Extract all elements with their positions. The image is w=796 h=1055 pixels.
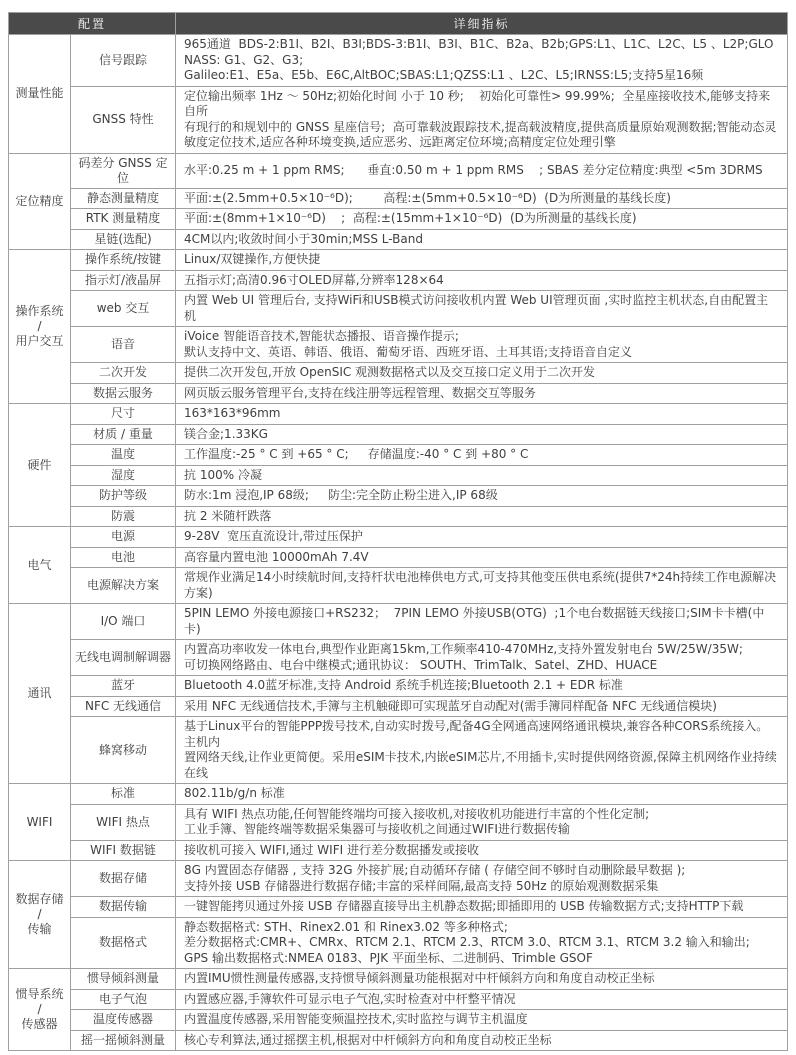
spec-name-cell: 蜂窝移动 bbox=[71, 717, 176, 784]
spec-value-line: 水平:0.25 m + 1 ppm RMS; 垂直:0.50 m + 1 ppm RMS ; SBAS 差分定位精度:典型 <5m 3DRMS bbox=[184, 162, 763, 177]
table-row bbox=[9, 640, 788, 676]
spec-value-line: 具有 WIFI 热点功能,任何智能终端均可接入接收机,对接收机功能进行丰富的个性化定制; bbox=[184, 806, 650, 821]
spec-value-cell bbox=[176, 383, 788, 404]
spec-value-cell bbox=[176, 989, 788, 1010]
spec-value-cell bbox=[176, 250, 788, 271]
table-row bbox=[9, 86, 788, 153]
spec-name-cell: 标准 bbox=[71, 784, 176, 805]
category-cell bbox=[9, 404, 71, 527]
category-cell bbox=[9, 35, 71, 154]
spec-value-line: GPS 输出数据格式:NMEA 0183、PJK 平面坐标、二进制码、Trimble GSOF bbox=[184, 950, 593, 965]
spec-value-line: 镁合金;1.33KG bbox=[184, 426, 268, 441]
table-row bbox=[9, 363, 788, 384]
category-label: / bbox=[37, 319, 42, 333]
spec-value-line: 工作温度:-25 ° C 到 +65 ° C; 存储温度:-40 ° C 到 +80 ° C bbox=[184, 447, 529, 461]
table-row bbox=[9, 506, 788, 527]
spec-value-line: 平面:±(2.5mm+0.5×10⁻⁶D); 高程:±(5mm+0.5×10⁻⁶D) (D为所测量的基线长度) bbox=[184, 190, 671, 205]
table-row bbox=[9, 209, 788, 230]
spec-name-cell: 指示灯/液晶屏 bbox=[71, 270, 176, 291]
spec-name-cell: 信号跟踪 bbox=[71, 35, 176, 87]
spec-value-line: 抗 2 米随杆跌落 bbox=[184, 508, 272, 523]
spec-name-cell: 无线电调制解调器 bbox=[71, 640, 176, 676]
spec-value-cell bbox=[176, 35, 788, 87]
spec-value-line: 差分数据格式:CMR+、CMRx、RTCM 2.1、RTCM 2.3、RTCM 3.0、RTCM 3.1、RTCM 3.2 输入和输出; bbox=[184, 935, 750, 949]
spec-name-cell: 电子气泡 bbox=[71, 989, 176, 1010]
spec-value-line: 网页版云服务管理平台,支持在线注册等远程管理、数据交互等服务 bbox=[184, 385, 536, 400]
table-row bbox=[9, 527, 788, 548]
spec-value-cell bbox=[176, 1010, 788, 1031]
spec-name-cell: RTK 测量精度 bbox=[71, 209, 176, 230]
spec-value-cell bbox=[176, 897, 788, 918]
table-row bbox=[9, 784, 788, 805]
spec-value-cell bbox=[176, 527, 788, 548]
spec-value-line: Linux/双键操作,方便快捷 bbox=[184, 252, 321, 266]
spec-value-line: 支持外接 USB 存储器进行数据存储;丰富的采样间隔,最高支持 50Hz 的原始观测数据采集 bbox=[184, 878, 659, 893]
spec-value-cell bbox=[176, 804, 788, 840]
spec-value-line: 802.11b/g/n 标准 bbox=[184, 786, 285, 800]
spec-value-line: 内置感应器,手簿软件可显示电子气泡,实时检查对中杆整平情况 bbox=[184, 991, 516, 1006]
spec-value-line: 基于Linux平台的智能PPP拨号技术,自动实时拨号,配备4G全网通高速网络通讯模块,兼容各种CORS系统接入。主机内 bbox=[184, 719, 769, 749]
category-label: 硬件 bbox=[27, 457, 52, 472]
table-row bbox=[9, 383, 788, 404]
table-row bbox=[9, 861, 788, 897]
table-row bbox=[9, 424, 788, 445]
spec-value-line: 8G 内置固态存储器 , 支持 32G 外接扩展;自动循环存储 ( 存储空间不够时自动删除最早数据 ); bbox=[184, 863, 686, 877]
spec-name-cell: I/O 端口 bbox=[71, 604, 176, 640]
table-row bbox=[9, 604, 788, 640]
spec-value-line: 静态数据格式: STH、Rinex2.01 和 Rinex3.02 等多种格式; bbox=[184, 919, 508, 934]
category-label: 测量性能 bbox=[15, 86, 64, 101]
category-label: 电气 bbox=[27, 557, 52, 572]
category-cell bbox=[9, 527, 71, 604]
category-cell bbox=[9, 861, 71, 969]
table-row bbox=[9, 486, 788, 507]
category-label: 通讯 bbox=[27, 686, 52, 700]
table-row bbox=[9, 250, 788, 271]
table-row bbox=[9, 717, 788, 784]
category-cell bbox=[9, 969, 71, 1051]
spec-name-cell: WIFI 热点 bbox=[71, 804, 176, 840]
spec-table-header bbox=[9, 13, 788, 35]
spec-name-cell: GNSS 特性 bbox=[71, 86, 176, 153]
spec-value-cell bbox=[176, 465, 788, 486]
spec-table-body bbox=[9, 35, 788, 1051]
spec-value-line: 163*163*96mm bbox=[184, 406, 281, 420]
spec-name-cell: 蓝牙 bbox=[71, 676, 176, 697]
header-row bbox=[9, 13, 788, 35]
table-row bbox=[9, 445, 788, 466]
spec-value-cell bbox=[176, 363, 788, 384]
spec-value-cell bbox=[176, 506, 788, 527]
spec-value-cell bbox=[176, 717, 788, 784]
spec-table bbox=[8, 12, 788, 1051]
category-cell bbox=[9, 250, 71, 404]
spec-value-line: 置网络天线,让作业更简便。采用eSIM卡技术,内嵌eSIM芯片,不用插卡,实时提供网络资源,保障主机网络作业持续在线 bbox=[184, 750, 777, 780]
spec-value-line: 内置 Web UI 管理后台, 支持WiFi和USB模式访问接收机内置 Web UI管理页面 ,实时监控主机状态,自由配置主机 bbox=[184, 293, 769, 323]
table-row bbox=[9, 547, 788, 568]
table-row bbox=[9, 989, 788, 1010]
spec-name-cell: 静态测量精度 bbox=[71, 188, 176, 209]
table-row bbox=[9, 327, 788, 363]
spec-name-cell: 数据格式 bbox=[71, 917, 176, 969]
spec-value-line: iVoice 智能语音技术,智能状态播报、语音操作提示; bbox=[184, 329, 459, 343]
category-label: 数据存储 bbox=[15, 892, 64, 906]
table-row bbox=[9, 35, 788, 87]
category-cell bbox=[9, 784, 71, 861]
spec-value-cell bbox=[176, 445, 788, 466]
category-label: 惯导系统 bbox=[15, 987, 64, 1001]
table-row bbox=[9, 696, 788, 717]
table-row bbox=[9, 1030, 788, 1051]
table-row bbox=[9, 917, 788, 969]
spec-value-line: 采用 NFC 无线通信技术,手簿与主机触碰即可实现蓝牙自动配对(需手簿同样配备 NFC 无线通信模块) bbox=[184, 698, 717, 713]
spec-name-cell: 温度 bbox=[71, 445, 176, 466]
table-row bbox=[9, 676, 788, 697]
spec-value-line: 抗 100% 冷凝 bbox=[184, 467, 262, 482]
category-label: WIFI bbox=[26, 814, 53, 829]
spec-name-cell: WIFI 数据链 bbox=[71, 840, 176, 861]
spec-value-cell bbox=[176, 784, 788, 805]
spec-name-cell: 温度传感器 bbox=[71, 1010, 176, 1031]
category-cell bbox=[9, 604, 71, 784]
table-row bbox=[9, 568, 788, 604]
spec-value-cell bbox=[176, 291, 788, 327]
spec-value-line: 一键智能拷贝通过外接 USB 存储器直接导出主机静态数据;即插即用的 USB 传输数据方式;支持HTTP下载 bbox=[184, 899, 744, 913]
spec-value-line: 内置高功率收发一体电台,典型作业距离15km,工作频率410-470MHz,支持外置发射电台 5W/25W/35W; bbox=[184, 642, 743, 656]
spec-name-cell: 二次开发 bbox=[71, 363, 176, 384]
spec-name-cell: 语音 bbox=[71, 327, 176, 363]
category-label: 定位精度 bbox=[15, 193, 64, 208]
spec-value-line: 核心专利算法,通过摇摆主机,根据对中杆倾斜方向和角度自动校正坐标 bbox=[184, 1032, 552, 1047]
spec-name-cell: 操作系统/按键 bbox=[71, 250, 176, 271]
spec-value-line: 工业手簿、智能终端等数据采集器可与接收机之间通过WIFI进行数据传输 bbox=[184, 822, 570, 836]
spec-value-line: 高容量内置电池 10000mAh 7.4V bbox=[184, 549, 369, 564]
spec-value-cell bbox=[176, 188, 788, 209]
spec-name-cell: 材质 / 重量 bbox=[71, 424, 176, 445]
spec-value-line: 接收机可接入 WIFI,通过 WIFI 进行差分数据播发或接收 bbox=[184, 842, 479, 857]
table-row bbox=[9, 229, 788, 250]
spec-value-line: Galileo:E1、E5a、E5b、E6C,AltBOC;SBAS:L1;QZSS:L1 、L2C、L5;IRNSS:L5;支持5星16频 bbox=[184, 68, 704, 82]
spec-name-cell: 防护等级 bbox=[71, 486, 176, 507]
spec-value-line: 4CM以内;收敛时间小于30min;MSS L-Band bbox=[184, 231, 423, 246]
table-row bbox=[9, 969, 788, 990]
spec-value-cell bbox=[176, 676, 788, 697]
spec-name-cell: 摇一摇倾斜测量 bbox=[71, 1030, 176, 1051]
spec-value-cell bbox=[176, 568, 788, 604]
spec-value-line: 可切换网络路由、电台中继模式;通讯协议： SOUTH、TrimTalk、Satel、ZHD、HUACE bbox=[184, 657, 658, 672]
spec-name-cell: 电源解决方案 bbox=[71, 568, 176, 604]
table-row bbox=[9, 1010, 788, 1031]
spec-value-cell bbox=[176, 917, 788, 969]
spec-value-cell bbox=[176, 861, 788, 897]
spec-value-line: 防水:1m 浸泡,IP 68级; 防尘:完全防止粉尘进入,IP 68级 bbox=[184, 488, 498, 502]
spec-value-line: 9-28V 宽压直流设计,带过压保护 bbox=[184, 529, 363, 543]
spec-value-line: 默认支持中文、英语、韩语、俄语、葡萄牙语、西班牙语、土耳其语;支持语音自定义 bbox=[184, 344, 633, 359]
spec-name-cell: 电池 bbox=[71, 547, 176, 568]
table-row bbox=[9, 188, 788, 209]
category-label: 传输 bbox=[27, 922, 52, 936]
table-row bbox=[9, 897, 788, 918]
spec-value-cell bbox=[176, 486, 788, 507]
spec-value-line: 965通道 BDS-2:B1I、B2I、B3I;BDS-3:B1I、B3I、B1C、B2a、B2b;GPS:L1、L1C、L2C、L5 、L2P;GLONASS: G1、G2、G3; bbox=[184, 37, 774, 67]
category-label: 操作系统 bbox=[15, 304, 64, 318]
spec-value-cell bbox=[176, 1030, 788, 1051]
table-row bbox=[9, 153, 788, 188]
spec-value-line: Bluetooth 4.0蓝牙标准,支持 Android 系统手机连接;Bluetooth 2.1 + EDR 标准 bbox=[184, 678, 623, 692]
spec-value-line: 敏度定位技术,适应各种环境变换,适应恶劣、远距离定位环境;高精度定位处理引擎 bbox=[184, 135, 616, 149]
table-row bbox=[9, 404, 788, 425]
category-label: / bbox=[37, 1002, 42, 1016]
spec-value-cell bbox=[176, 696, 788, 717]
table-row bbox=[9, 804, 788, 840]
spec-name-cell: 防震 bbox=[71, 506, 176, 527]
table-row bbox=[9, 840, 788, 861]
spec-value-line: 5PIN LEMO 外接电源接口+RS232； 7PIN LEMO 外接USB(OTG) ;1个电台数据链天线接口;SIM卡卡槽(中卡) bbox=[184, 606, 765, 636]
spec-value-line: 五指示灯;高清0.96寸OLED屏幕,分辨率128×64 bbox=[184, 272, 444, 287]
spec-name-cell: 数据存储 bbox=[71, 861, 176, 897]
spec-name-cell: NFC 无线通信 bbox=[71, 696, 176, 717]
spec-name-cell: 码差分 GNSS 定位 bbox=[71, 153, 176, 188]
spec-value-line: 有现行的和规划中的 GNSS 星座信号; 高可靠载波跟踪技术,提高载波精度,提供高质量原始观测数据;智能动态灵 bbox=[184, 119, 777, 134]
spec-value-line: 内置IMU惯性测量传感器,支持惯导倾斜测量功能根据对中杆倾斜方向和角度自动校正坐标 bbox=[184, 971, 655, 985]
spec-value-cell bbox=[176, 327, 788, 363]
table-row bbox=[9, 291, 788, 327]
category-cell bbox=[9, 153, 71, 250]
spec-value-cell bbox=[176, 424, 788, 445]
spec-value-line: 定位输出频率 1Hz ～ 50Hz;初始化时间 小于 10 秒; 初始化可靠性> 99.99%; 全星座接收技术,能够支持来自所 bbox=[184, 88, 771, 118]
category-label: 用户交互 bbox=[15, 334, 64, 348]
table-row bbox=[9, 270, 788, 291]
spec-name-cell: 电源 bbox=[71, 527, 176, 548]
spec-name-cell: 惯导倾斜测量 bbox=[71, 969, 176, 990]
spec-value-line: 提供二次开发包,开放 OpenSIC 观测数据格式以及交互接口定义用于二次开发 bbox=[184, 365, 596, 379]
spec-name-cell: 数据云服务 bbox=[71, 383, 176, 404]
spec-value-cell bbox=[176, 86, 788, 153]
spec-name-cell: web 交互 bbox=[71, 291, 176, 327]
spec-name-cell: 星链(选配) bbox=[71, 229, 176, 250]
spec-value-line: 平面:±(8mm+1×10⁻⁶D) ; 高程:±(15mm+1×10⁻⁶D) (D为所测量的基线长度) bbox=[184, 211, 637, 225]
spec-value-line: 内置温度传感器,采用智能变频温控技术,实时监控与调节主机温度 bbox=[184, 1012, 528, 1026]
spec-name-cell: 数据传输 bbox=[71, 897, 176, 918]
spec-value-cell bbox=[176, 840, 788, 861]
spec-value-cell bbox=[176, 604, 788, 640]
config-column-header: 配置 bbox=[9, 13, 176, 35]
table-row bbox=[9, 465, 788, 486]
spec-value-cell bbox=[176, 153, 788, 188]
spec-name-cell: 湿度 bbox=[71, 465, 176, 486]
category-label: / bbox=[37, 907, 42, 921]
spec-value-cell bbox=[176, 270, 788, 291]
spec-value-cell bbox=[176, 229, 788, 250]
spec-name-cell: 尺寸 bbox=[71, 404, 176, 425]
spec-value-cell bbox=[176, 547, 788, 568]
spec-value-line: 常规作业满足14小时续航时间,支持杆状电池棒供电方式,可支持其他变压供电系统(提供7*24h持续工作电源解决方案) bbox=[184, 570, 777, 600]
spec-value-cell bbox=[176, 404, 788, 425]
spec-value-cell bbox=[176, 969, 788, 990]
category-label: 传感器 bbox=[21, 1017, 58, 1031]
spec-value-cell bbox=[176, 209, 788, 230]
spec-value-cell bbox=[176, 640, 788, 676]
details-column-header: 详细指标 bbox=[176, 13, 788, 35]
